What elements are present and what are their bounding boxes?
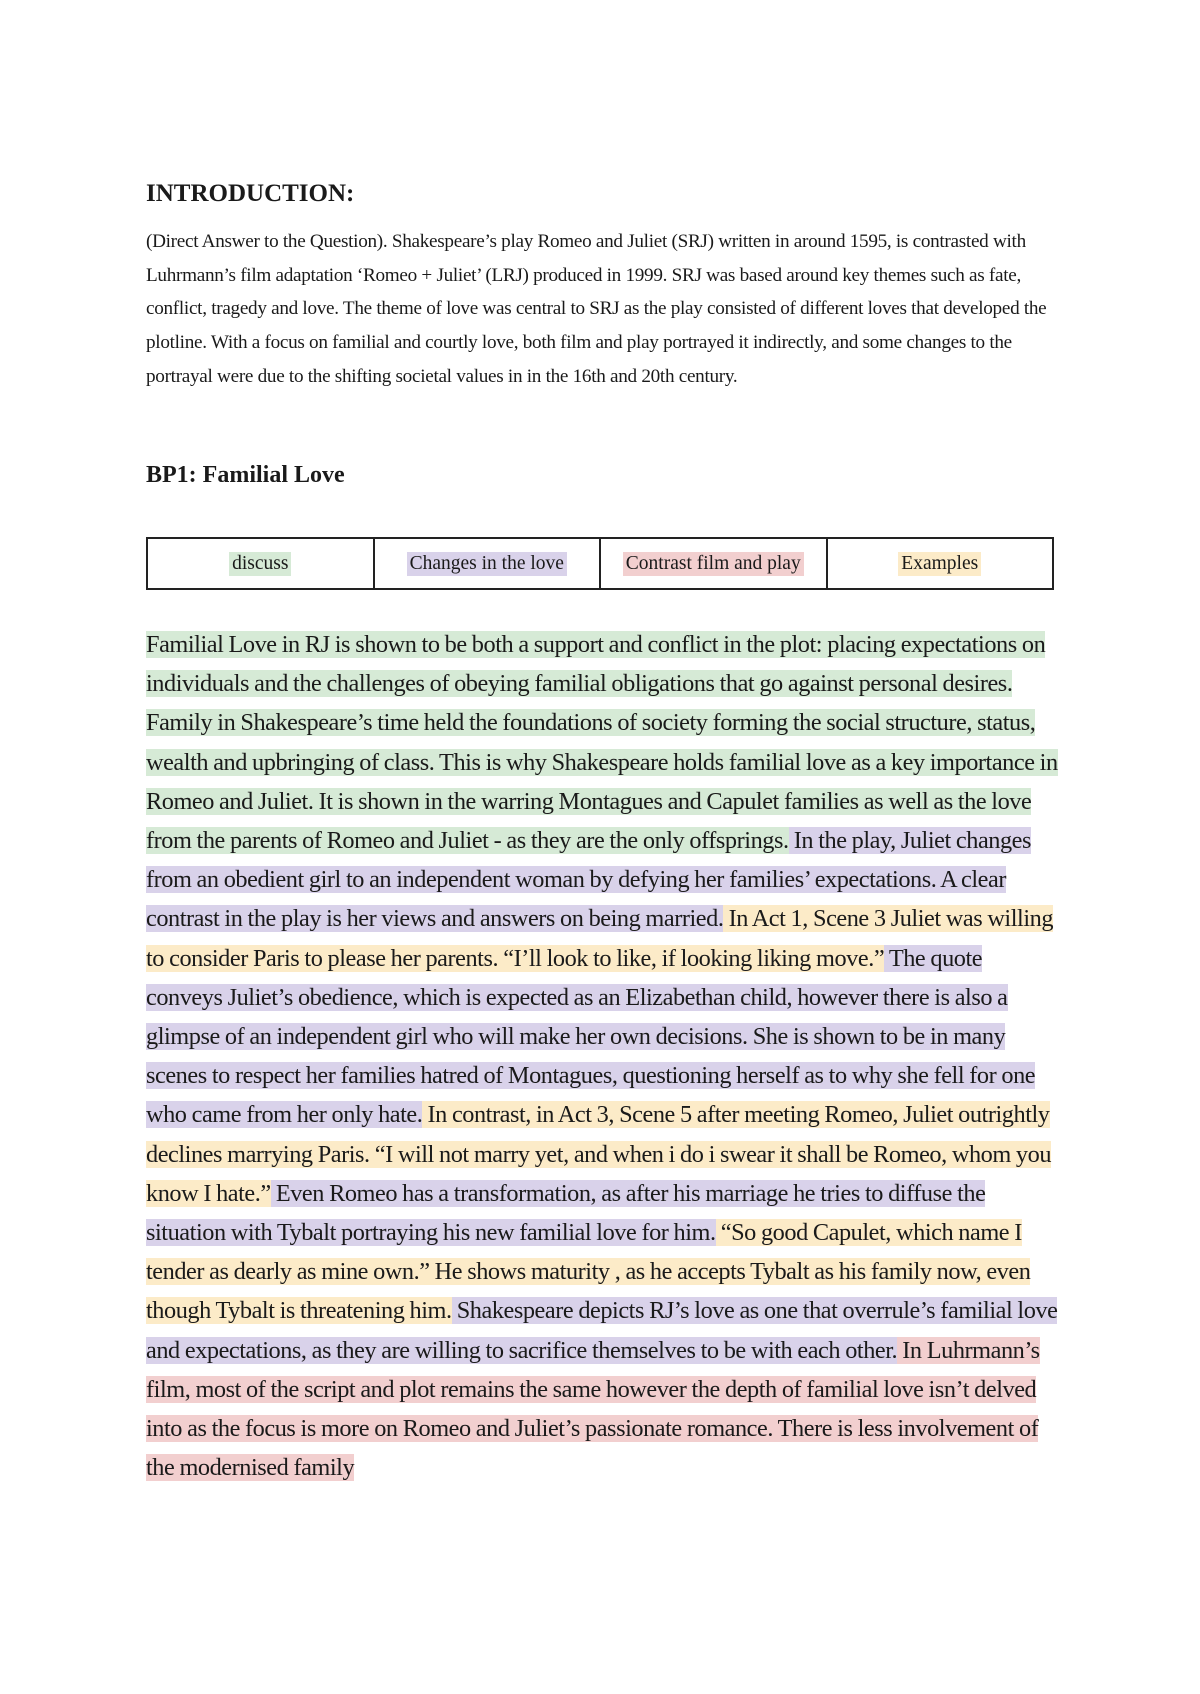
segment-changes: In the play, Juliet changes from an obedient girl to an independent woman by defying her families’ expectations. A clear contrast in the play is her views and answers on being married. (146, 827, 1032, 933)
introduction-paragraph: (Direct Answer to the Question). Shakespeare’s play Romeo and Juliet (SRJ) written in around 1595, is contrasted with Luhrmann’s film adaptation ‘Romeo + Juliet’ (LRJ) produced in 1999. SRJ was based around key themes such as fate, conflict, tragedy and love. The theme of love was central to SRJ as the play consisted of different loves that developed the plotline. With a focus on familial and courtly love, both film and play portrayed it indirectly, and some changes to the portrayal were due to the shifting societal values in in the 16th and 20th century. (146, 231, 1047, 387)
segment-changes: Shakespeare depicts RJ’s love as one that overrule’s familial love and expectations, as they are willing to sacrifice themselves to be with each other. (146, 1297, 1058, 1364)
segment-discuss: Familial Love in RJ is shown to be both a support and conflict in the plot: placing expectations on individuals and the challenges of obeying familial obligations that go against personal desires. Family in Shakespeare’s time held the foundations of society forming the social structure, status, wealth and upbringing of class. This is why Shakespeare holds familial love as a key importance in Romeo and Juliet. It is shown in the warring Montagues and Capulet families as well as the love from the parents of Romeo and Juliet - as they are the only offsprings. (146, 631, 1058, 855)
introduction-heading: INTRODUCTION: (146, 180, 355, 207)
legend-label-examples: Examples (898, 552, 981, 576)
color-legend-table (146, 537, 1054, 590)
legend-label-discuss: discuss (229, 552, 291, 576)
bp1-heading: BP1: Familial Love (146, 462, 345, 488)
bp1-paragraph (146, 625, 1061, 1487)
legend-cell-discuss (148, 539, 375, 588)
legend-label-changes: Changes in the love (407, 552, 567, 576)
segment-contrast: In Luhrmann’s film, most of the script and plot remains the same however the depth of familial love isn’t delved into as the focus is more on Romeo and Juliet’s passionate romance. There is less involvement of the modernised family (146, 1336, 1040, 1482)
legend-cell-examples (828, 539, 1053, 588)
legend-cell-changes (375, 539, 602, 588)
legend-label-contrast: Contrast film and play (623, 552, 804, 576)
segment-example: In contrast, in Act 3, Scene 5 after meeting Romeo, Juliet outrightly declines marrying Paris. “I will not marry yet, and when i do i swear it shall be Romeo, whom you know I hate.” (146, 1101, 1052, 1207)
segment-changes: Even Romeo has a transformation, as after his marriage he tries to diffuse the situation with Tybalt portraying his new familial love for him. (146, 1179, 986, 1247)
segment-example: “So good Capulet, which name I tender as dearly as mine own.” He shows maturity , as he accepts Tybalt as his family now, even though Tybalt is threatening him. (146, 1219, 1031, 1325)
segment-changes: The quote conveys Juliet’s obedience, which is expected as an Elizabethan child, however there is also a glimpse of an independent girl who will make her own decisions. She is shown to be in many scenes to respect her families hatred of Montagues, questioning herself as to why she fell for one who came from her only hate. (146, 944, 1036, 1129)
segment-example: In Act 1, Scene 3 Juliet was willing to consider Paris to please her parents. “I’ll look to like, if looking liking move.” (146, 905, 1054, 972)
legend-cell-contrast (601, 539, 828, 588)
